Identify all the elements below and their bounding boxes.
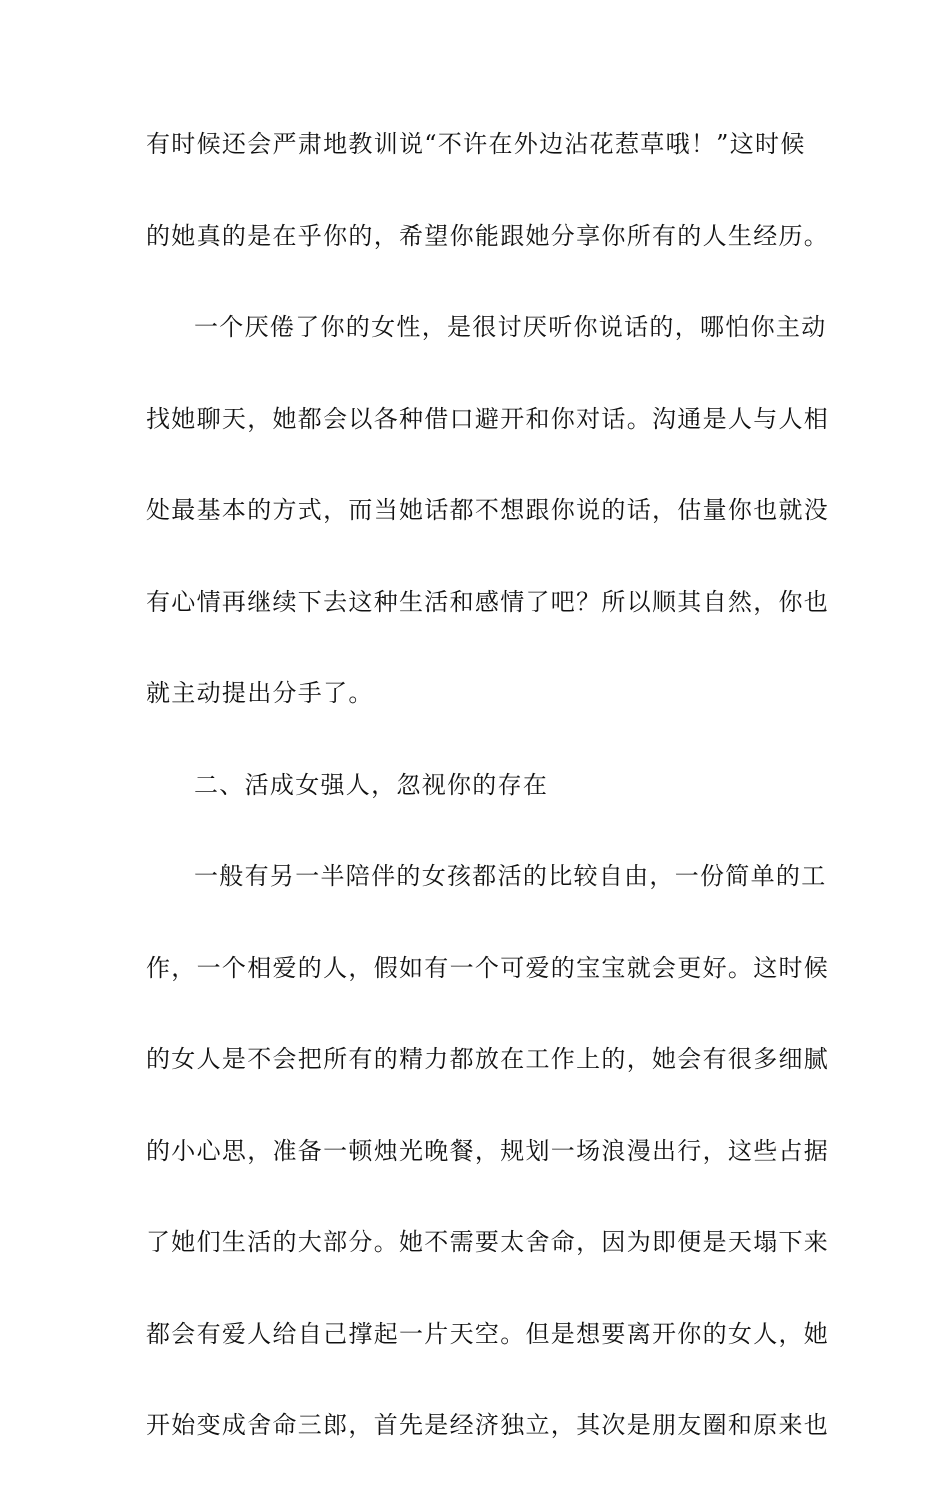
paragraph-start-line-3: 一个厌倦了你的女性，是很讨厌听你说话的，哪怕你主动 <box>194 313 827 341</box>
text-line-14: 都会有爱人给自己撑起一片天空。但是想要离开你的女人，她 <box>146 1319 830 1348</box>
text-line-5: 处最基本的方式，而当她话都不想跟你说的话，估量你也就没 <box>146 496 830 524</box>
body-text <box>146 126 830 1499</box>
text-line-4: 找她聊天，她都会以各种借口避开和你对话。沟通是人与人相 <box>146 404 830 433</box>
text-line-11: 的女人是不会把所有的精力都放在工作上的，她会有很多细腻 <box>146 1045 830 1073</box>
text-line-13: 了她们生活的大部分。她不需要太舍命，因为即便是天塌下来 <box>146 1228 830 1256</box>
text-line-2: 的她真的是在乎你的，希望你能跟她分享你所有的人生经历。 <box>146 221 830 250</box>
text-line-1: 有时候还会严肃地教训说“不许在外边沾花惹草哦！”这时候 <box>146 130 806 158</box>
text-line-15: 开始变成舍命三郎，首先是经济独立，其次是朋友圈和原来也 <box>146 1411 830 1439</box>
section-heading: 二、活成女强人，忽视你的存在 <box>194 770 549 799</box>
text-line-12: 的小心思，准备一顿烛光晚餐，规划一场浪漫出行，这些占据 <box>146 1136 830 1165</box>
text-line-10: 作，一个相爱的人，假如有一个可爱的宝宝就会更好。这时候 <box>146 953 830 982</box>
text-line-6: 有心情再继续下去这种生活和感情了吧？所以顺其自然，你也 <box>146 587 830 616</box>
text-line-7: 就主动提出分手了。 <box>146 679 374 707</box>
paragraph-start-line-9: 一般有另一半陪伴的女孩都活的比较自由，一份简单的工 <box>194 862 827 890</box>
